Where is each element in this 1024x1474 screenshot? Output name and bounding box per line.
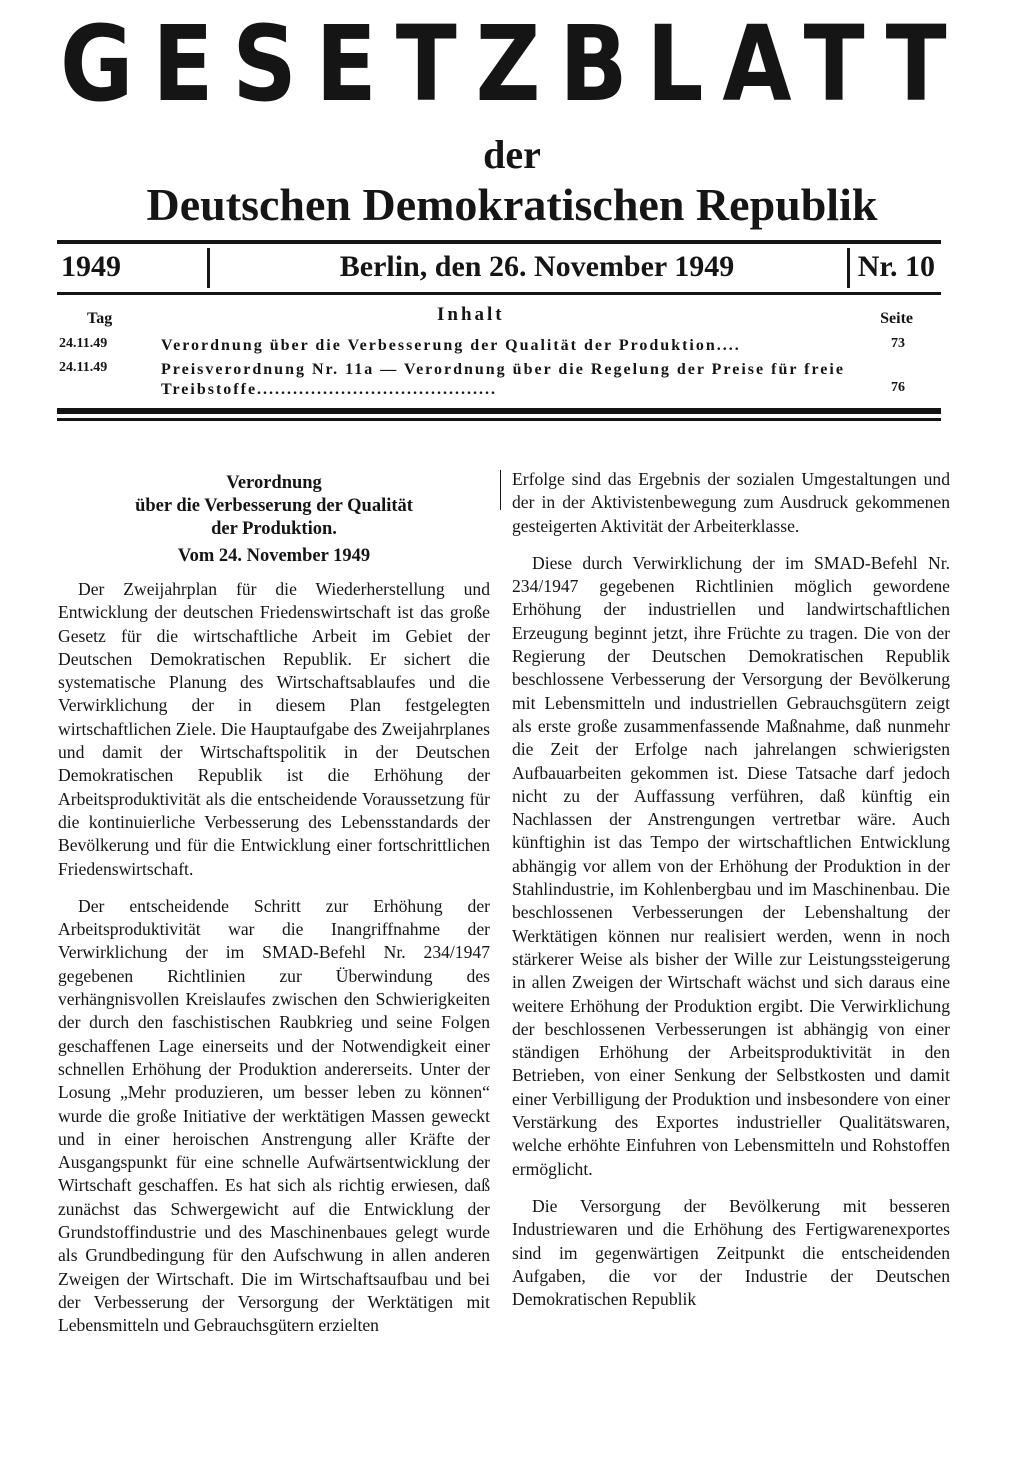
article-date-line: Vom 24. November 1949 (177, 546, 371, 566)
column-divider (500, 470, 501, 510)
dateline-rule (57, 292, 941, 295)
article-left-column (58, 472, 490, 1338)
section-rule-thin (57, 418, 941, 421)
article-paragraph: Der entscheidende Schritt zur Erhöhung der Arbeitsproduktivität war die Inangriffnahme der Verwirklichung der im SMAD-Befehl Nr. 234/1947 gegebenen Richtlinien zur Überwindung des verhängnisvollen Kreislaufes zwischen den Schwierigkeiten der durch den faschistischen Raubkrieg und seine Folgen geschaffenen Lage einerseits und der Notwendigkeit einer schnellen Erhöhung der Produktion andererseits. Unter der Losung „Mehr produzieren, um besser leben zu können“ wurde die große Initiative der werktätigen Massen geweckt und in einer heroischen Anstrengung aller Kräfte der Ausgangspunkt für eine schnelle Aufwärtsentwicklung der Wirtschaft geschaffen. Es hat sich als richtig erwiesen, daß zunächst das Schwergewicht auf die Entwicklung der Grundstoffindustrie und des Maschinenbaues gelegt wurde als Grundbedingung für den Aufschwung in allen anderen Zweigen der Wirtschaft. Die im Wirtschaftsaufbau und bei der Verbesserung der Versorgung der Werktätigen mit Lebensmitteln und Gebrauchsgütern erzielten (58, 895, 490, 1336)
dateline-divider-left (207, 248, 210, 288)
dateline-issue: Nr. 10 (857, 250, 935, 283)
toc-entry-page: 76 (891, 380, 905, 395)
toc-header-inhalt: Inhalt (437, 304, 505, 325)
masthead-subtitle: Deutschen Demokratischen Republik (146, 179, 878, 230)
dateline-place-date: Berlin, den 26. November 1949 (339, 250, 735, 283)
article-heading (58, 472, 490, 568)
article-paragraph: Der Zweijahrplan für die Wiederherstellung und Entwicklung der deutschen Friedenswirtschaft ist das große Gesetz für die wirtschaftliche Arbeit im Gebiet der Deutschen Demokratischen Republik. Er sichert die systematische Planung des Wirtschaftsablaufes und die Verwirklichung der in diesem Plan festgelegten wirtschaftlichen Ziele. Die Hauptaufgabe des Zweijahrplanes und damit der Wirtschaftspolitik in der Deutschen Demokratischen Republik ist die Erhöhung der Arbeitsproduktivität als die entscheidende Voraussetzung für die kontinuierliche Verbesserung des Lebensstandards der Bevölkerung und für die Entwicklung einer fortschrittlichen Friedenswirtschaft. (58, 579, 490, 879)
toc-header-tag: Tag (87, 310, 113, 327)
dateline (57, 248, 941, 292)
article-right-column (512, 468, 950, 1311)
article-heading-line: Verordnung (226, 473, 322, 493)
section-rule-thick (57, 408, 941, 414)
top-rule (57, 240, 941, 244)
masthead-title: GESETZBLATT (60, 3, 966, 125)
article-paragraph: Diese durch Verwirklichung der im SMAD-Befehl Nr. 234/1947 gegebenen Richtlinien möglich gewordene Erhöhung der industriellen und landwirtschaftlichen Erzeugung beginnt jetzt, ihre Früchte zu tragen. Die von der Regierung der Deutschen Demokratischen Republik beschlossene Verbesserung der Versorgung der Bevölkerung mit Lebensmitteln und industriellen Gebrauchsgütern zeigt als erste große zusammenfassende Maßnahme, daß nunmehr die Zeit der Erfolge nach jahrelangen schwierigsten Aufbauarbeiten gekommen ist. Diese Tatsache darf jedoch nicht zu der Auffassung verführen, daß künftig ein Nachlassen der Anstrengungen vertretbar wäre. Auch künftighin ist das Tempo der wirtschaftlichen Entwicklung abhängig vor allem von der Erhöhung der Produktion in der Stahlindustrie, im Kohlenbergbau und im Maschinenbau. Die beschlossenen Verbesserungen der Lebenshaltung der Werktätigen können nur realisiert werden, wenn in noch stärkerer Weise als bisher der Wille zur Leistungssteigerung in allen Zweigen der Wirtschaft wächst und sich daraus eine weitere Erhöhung der Produktion ergibt. Die Verwirklichung der beschlossenen Verbesserungen ist abhängig von einer ständigen Erhöhung der Arbeitsproduktivität in den Betrieben, von einer Senkung der Selbstkosten und damit einer Verbilligung der Produktion und insbesondere von einer Verstärkung des Exportes industrieller Qualitätswaren, welche erhöhte Einfuhren von Lebensmitteln und Rohstoffen ermöglicht. (512, 552, 950, 1179)
toc-entry-page: 73 (891, 336, 905, 351)
article-paragraph: Erfolge sind das Ergebnis der sozialen Umgestaltungen und der in der Aktivistenbewegung zum Ausdruck gekommenen gesteigerten Aktivität der Arbeiterklasse. (512, 469, 950, 536)
article-paragraph: Die Versorgung der Bevölkerung mit besseren Industriewaren und die Erhöhung des Fertigwarenexportes sind im gegenwärtigen Zeitpunkt die entscheidenden Aufgaben, die vor der Industrie der Deutschen Demokratischen Republik (512, 1195, 950, 1310)
article-heading-line: über die Verbesserung der Qualität (135, 496, 413, 516)
dateline-divider-right (847, 248, 850, 288)
dateline-year: 1949 (61, 250, 121, 283)
toc-entry-title: Verordnung über die Verbesserung der Qualität der Produktion.... (161, 337, 741, 354)
toc-entry-date: 24.11.49 (59, 360, 108, 375)
toc-header-seite: Seite (880, 310, 913, 327)
article-heading-line: der Produktion. (211, 519, 337, 539)
toc-entry-title: Preisverordnung Nr. 11a — Verordnung über die Regelung der Preise für freie Treibstoffe........................................ (161, 361, 845, 398)
masthead-der: der (483, 132, 541, 177)
toc-entry-date: 24.11.49 (59, 336, 108, 351)
